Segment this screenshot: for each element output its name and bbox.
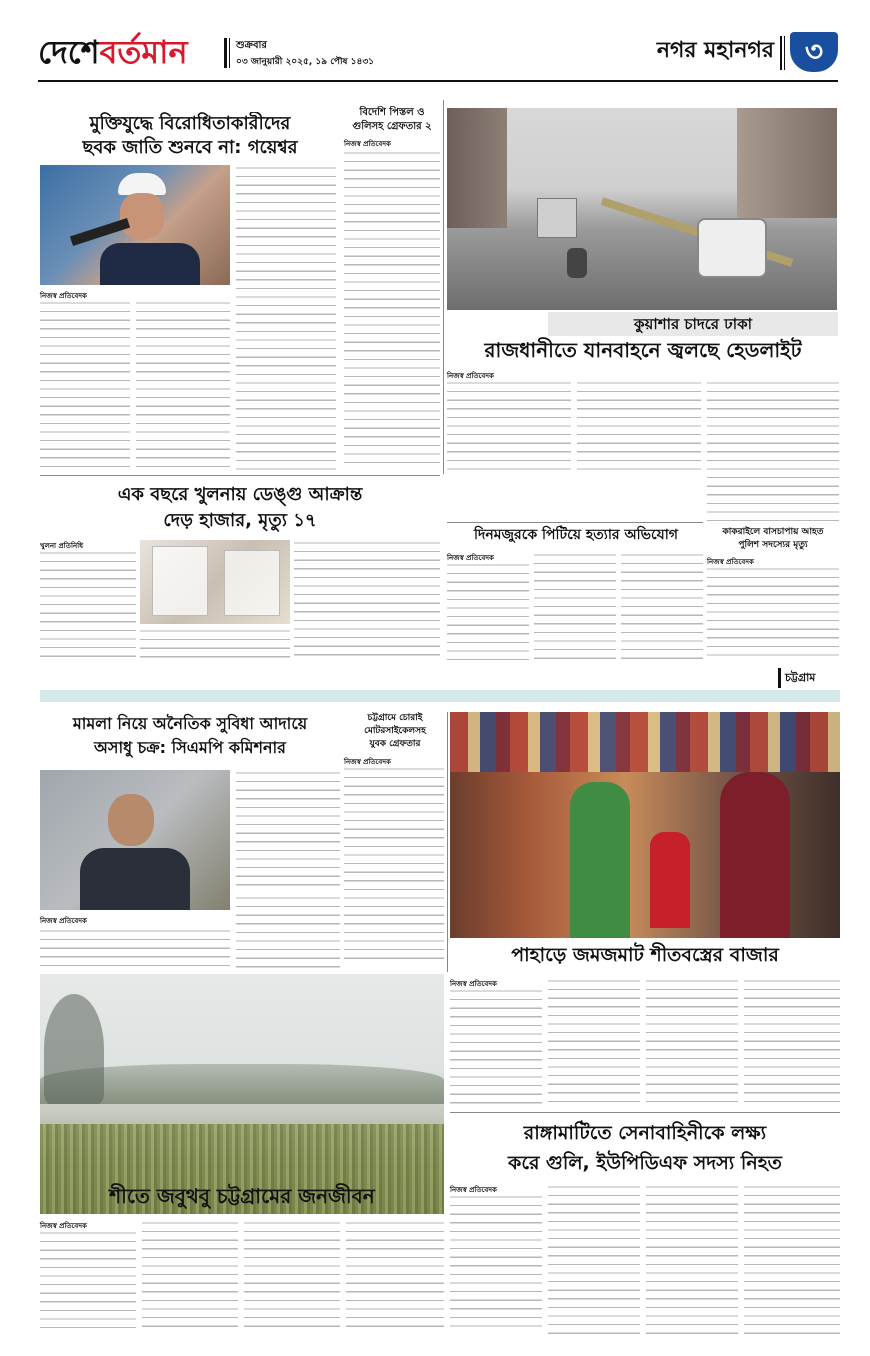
pistol-text [344,150,440,470]
page-number: ৩ [804,35,824,68]
speaker-cap-icon [118,173,166,195]
masthead-rule [38,80,838,82]
motorcycle-headline-line1: চট্টগ্রামে চোরাই [367,713,423,723]
labourer-top-rule [447,522,703,523]
motorcycle-headline [344,712,446,751]
dengue-headline [40,482,440,534]
fog-text-col2 [577,380,701,474]
fog-traffic-photo [447,108,837,310]
labourer-text-col2 [534,552,616,662]
rangamati-text-col1 [450,1194,542,1334]
kakrail-text [707,566,839,662]
winter-market-text-col2 [548,978,640,1108]
kakrail-headline-line1: কাকরাইলে বাসচাপায় আহত [722,527,824,537]
rangamati-text-col2 [548,1184,640,1334]
commissioner-face-icon [108,794,154,846]
labourer-text-col3 [621,552,703,662]
motorcycle-headline-line2: মোটরসাইকেলসহ [364,726,426,736]
motorcycle-text [344,766,444,966]
dengue-text-col2 [294,540,440,660]
commissioner-suit-icon [80,848,190,910]
page-number-badge [790,32,838,72]
kakrail-byline: নিজস্ব প্রতিবেদক [707,558,754,566]
winter-market-text-col4 [744,978,840,1108]
building-right-icon [737,108,837,218]
motorcycle-byline: নিজস্ব প্রতিবেদক [344,758,391,766]
pistol-headline-line2: গুলিসহ গ্রেফতার ২ [352,121,432,132]
winter-market-text-col3 [646,978,738,1108]
masthead [38,30,838,78]
goyeshwar-byline: নিজস্ব প্রতিবেদক [40,292,87,300]
rangamati-headline-line2: করে গুলি, ইউপিডিএফ সদস্য নিহত [508,1152,782,1174]
mosquito-net-icon-2 [224,550,280,616]
column-rule-bottom [447,712,448,972]
dengue-text-col1 [40,550,136,660]
section-divider [780,36,782,70]
pistol-byline: নিজস্ব প্রতিবেদক [344,140,391,148]
speaker-shirt-icon [100,243,200,285]
fog-byline: নিজস্ব প্রতিবেদক [447,372,494,380]
ctg-winter-text-col2 [142,1220,238,1334]
microphone-icon [70,218,130,246]
labourer-headline: দিনমজুরকে পিটিয়ে হত্যার অভিযোগ [474,527,678,543]
motorcycle-headline-line3: যুবক গ্রেফতার [369,739,421,749]
goyeshwar-headline-line2: ছবক জাতি শুনবে না: গয়েশ্বর [82,137,298,158]
woman-green-sari-icon [570,782,630,938]
winter-market-byline: নিজস্ব প্রতিবেদক [450,980,497,988]
cmp-text-col2 [236,895,340,968]
kakrail-headline-line2: পুলিশ সদস্যের মৃত্যু [738,540,808,550]
pistol-headline-line1: বিদেশি পিস্তল ও [359,107,425,118]
cmp-byline: নিজস্ব প্রতিবেদক [40,917,87,925]
labourer-text-col1 [447,562,529,662]
goyeshwar-text-col1 [40,300,130,470]
cmp-headline [40,712,340,760]
winter-market-photo [450,712,840,938]
pistol-headline [340,106,444,134]
motorbike-icon [567,248,587,278]
newspaper-logo [38,32,238,72]
child-red-jacket-icon [650,832,690,928]
goyeshwar-headline [40,112,340,160]
ctg-winter-byline: নিজস্ব প্রতিবেদক [40,1222,87,1230]
winter-market-headline: পাহাড়ে জমজমাট শীতবস্ত্রের বাজার [511,944,779,966]
ctg-winter-headline: শীতে জবুথবু চট্টগ্রামের জনজীবন [109,1184,375,1208]
rangamati-top-rule [450,1112,840,1113]
column-rule-top [443,100,444,474]
winter-market-text-col1 [450,988,542,1108]
rangamati-text-col4 [744,1184,840,1334]
masthead-day: শুক্রবার [236,40,267,51]
tree-left-icon [44,994,104,1104]
logo-part-1: দেশে [38,33,100,71]
goyeshwar-text-col2 [136,300,230,470]
masthead-date: ০৩ জানুয়ারী ২০২৫, ১৯ পৌষ ১৪৩১ [236,57,375,67]
cmp-commissioner-photo [40,770,230,910]
rangamati-text-col3 [646,1184,738,1334]
dengue-ward-photo [140,540,290,624]
rangamati-byline: নিজস্ব প্রতিবেদক [450,1186,497,1194]
goyeshwar-headline-line1: মুক্তিযুদ্ধে বিরোধিতাকারীদের [89,113,291,134]
goyeshwar-photo [40,165,230,285]
dengue-headline-line2: দেড় হাজার, মৃত্যু ১৭ [163,510,317,531]
chattogram-section-label [778,668,838,688]
dengue-top-rule [40,475,440,476]
masthead-divider [224,38,227,68]
fog-text-col1 [447,380,571,474]
fog-kicker: কুয়াশার চাদরে ঢাকা [634,315,752,333]
speaker-face-icon [120,193,164,239]
dengue-byline: খুলনা প্রতিনিধি [40,542,84,550]
labourer-byline: নিজস্ব প্রতিবেদক [447,554,494,562]
cmp-headline-line1: মামলা নিয়ে অনৈতিক সুবিধা আদায়ে [72,714,308,733]
mosquito-net-icon [152,546,208,616]
masthead-divider-thin [229,38,230,68]
ctg-winter-text-col4 [346,1220,444,1334]
cmp-text-col1 [40,928,230,968]
rangamati-headline [450,1118,840,1178]
fog-headline: রাজধানীতে যানবাহনে জ্বলছে হেডলাইট [484,338,802,362]
kakrail-headline [707,526,839,552]
bus-icon [537,198,577,238]
ctg-winter-text-col1 [40,1230,136,1334]
white-van-icon [697,218,767,278]
foggy-field-photo [40,974,444,1214]
dengue-photo-caption [140,628,290,660]
goyeshwar-text-col3 [236,165,336,470]
hanging-clothes-icon [450,712,840,772]
cmp-text-col0 [236,770,340,890]
rangamati-headline-line1: রাঙ্গামাটিতে সেনাবাহিনীকে লক্ষ্য [523,1122,767,1144]
fog-text-col3 [707,380,839,524]
cmp-headline-line2: অসাধু চক্র: সিএমপি কমিশনার [94,738,286,757]
woman-red-scarf-icon [720,772,790,938]
chattogram-label-text: চট্টগ্রাম [785,671,816,684]
chattogram-band [40,690,840,702]
section-title: নগর মহানগর [656,38,774,63]
building-left-icon [447,108,507,228]
logo-part-2: বর্তমান [99,33,188,71]
section-divider-thin [784,36,785,70]
ctg-winter-text-col3 [244,1220,340,1334]
dengue-headline-line1: এক বছরে খুলনায় ডেঙ্গু আক্রান্ত [117,484,363,505]
